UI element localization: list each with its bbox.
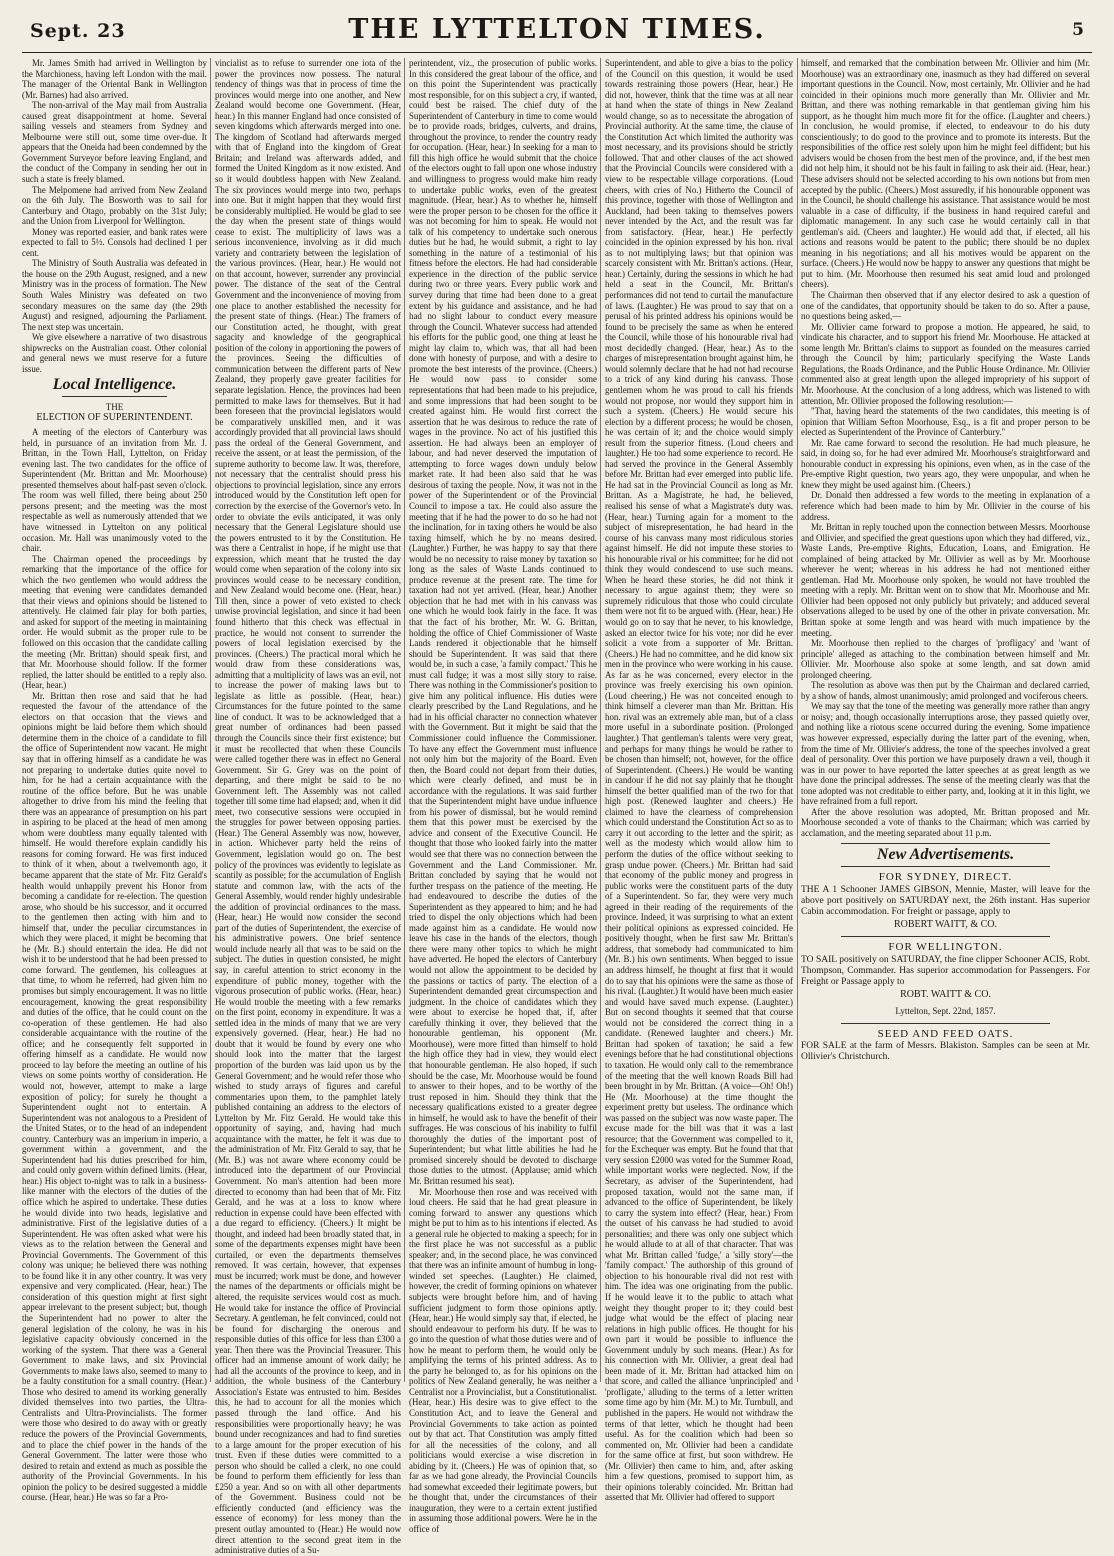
article-paragraph: Mr. Moorhouse then rose and was received with loud cheers. He said that he had great pleasure in coming forward to answer any questions which might be put to him as to his intentions if elected. As a general rule he objected to making a speech; for in the first place he was not successful as a public speaker; and, in the second place, he was convinced that there was an infinite amount of humbug in long-winded set speeches. (Laughter.) He claimed, however, the credit of forming opinions on whatever subjects were brought before him, and of having sufficient judgment to form those opinions aptly. (Hear, hear.) He would simply say that, if elected, he should endeavour to perform his duty. If he was to go into the question of what those duties were and of how he meant to perform them, he would only be amplifying the terms of his printed address. As to the party he belonged to, as for his opinions on the politics of New Zealand generally, he was neither a Centralist nor a Provincialist, but a Constitutionalist. (Hear, hear.) His desire was to give effect to the Constitution Act, and to leave the General and Provincial Governments to take action as pointed out by that act. That Constitution was amply fitted for all the necessities of the colony, and all politicians would exercise a wise discretion in abiding by it. (Cheers.) He was of opinion that, so far as we had gone already, the Provincial Councils had somewhat exceeded their legitimate powers, but he thought that, under the circumstances of their inauguration, they were to a certain extent justified in assuming those additional powers. Were he in the office of [409, 1186, 597, 1535]
ad-heading: FOR SYDNEY, DIRECT. [878, 871, 1013, 884]
news-paragraph: The Ministry of South Australia was defeated in the house on the 29th August, resigned, and a new Ministry was in the process of formation. The New South Wales Ministry was defeated on two secondary measures on the same day (the 29th August) and resigned, adjourning the Parliament. The next step was uncertain. [22, 258, 207, 332]
news-paragraph: The non-arrival of the May mail from Australia caused great disappointment at home. Several sailing vessels and steamers from Sydney and Melbourne were still out, some time over-due. It appears that the Oneida had been condemned by the Government Surveyor before leaving England, and the conduct of the Company in sending her out in such a state is freely blamed. [22, 100, 207, 185]
ad-signature: ROBERT WAITT, & CO. [893, 918, 997, 930]
article-paragraph: Mr. Ollivier came forward to propose a motion. He appeared, he said, to vindicate his character, and to support his friend Mr. Moorhouse. He attacked at some length Mr. Brittan's claims to support as founded on the measures carried through the Council by him; particularly specifying the Waste Lands Regulations, the Roads Ordinance, and the Public House Ordinance. Mr. Ollivier commented also at great length upon the alleged impropriety of his support of Mr. Moorhouse. At the conclusion of a long address, which was listened to with attention, Mr. Ollivier proposed the following resolution:— [801, 321, 1090, 406]
news-paragraph: Mr. James Smith had arrived in Wellington by the Marchioness, having left London with the mail. The manager of the Oriental Bank in Wellington (Mr. Barnes) had also arrived. [22, 58, 207, 100]
section-heading-new-advertisements: New Advertisements. [876, 846, 1015, 864]
column-rule [404, 58, 405, 1382]
advertisement-sydney [801, 872, 1090, 930]
newspaper-title: THE LYTTELTON TIMES. [348, 14, 766, 45]
article-paragraph: Mr. Moorhouse then replied to the charges of 'profligacy' and 'want of principle' alleged as attaching to the combination between himself and Mr. Ollivier. Mr. Moorhouse also spoke at some length, and sat down amid prolonged cheering. [801, 638, 1090, 680]
page-number: 5 [1072, 20, 1084, 40]
advertisement-wellington [801, 942, 1090, 1017]
column-3 [409, 58, 597, 1535]
article-paragraph: After the above resolution was adopted, Mr. Brittan proposed and Mr. Moorhouse seconded a vote of thanks to the Chairman; which was carried by acclamation, and the meeting separated about 11 p.m. [801, 806, 1090, 838]
ad-heading: SEED AND FEED OATS. [877, 1027, 1014, 1040]
article-paragraph: Dr. Donald then addressed a few words to the meeting in explanation of a reference which had been made to him by Mr. Ollivier in the course of his address. [801, 490, 1090, 522]
article-paragraph: vincialist as to refuse to surrender one iota of the power the provinces now possess. The natural tendency of things was that in process of time the provinces would merge into one another, and New Zealand would become one Government. (Hear, hear.) In this manner England had once consisted of seven kingdoms which afterwards merged into one. The kingdom of Scotland had afterwards merged with that of England into the kingdom of Great Britain; and Ireland was afterwards added, and formed the United Kingdom as it now existed. And so it would doubtless happen with New Zealand. The six provinces would merge into two, perhaps into one. But it might happen that they would first be considerably multiplied. He would be glad to see the day when the present state of things would cease to exist. The multiplicity of laws was a serious inconvenience, involving as it did much variety and contrariety between the legislation of the various provinces. (Hear, hear.) He would not on that account, however, surrender any provincial power. The distance of the seat of the Central Government and the inconvenience of moving from one place to another established the necessity for the present state of things. (Hear.) The framers of our Constitution acted, he thought, with great sagacity and knowledge of the geographical position of the colony in apportioning the powers of the provinces. Seeing the difficulties of communication between the different parts of New Zealand, they properly gave greater facilities for separate legislation. Hence, the provinces had been permitted to make laws for themselves. But it had been foreseen that the provincial legislators would be comparatively unskilled men, and it was accordingly provided that all provincial laws should pass the ordeal of the General Government, and receive the assent, or at least the permission, of the supreme authority to become law. It was, therefore, not necessary that the centralist should press his objections to provincial legislation, since any errors introduced would by the Constitution left open for correction by the exercise of the Governor's veto. In order to obviate the evils anticipated, it was only necessary that the General Legislature should use the powers entrusted to it by the Constitution. He was there a Centralist in hope, if he might use that expression, which meant that he trusted the day would come when separation of the colony into six provinces would cease to be necessary condition, and New Zealand would become one. (Hear, hear.) Till then, since a power of veto existed to check unwise provincial legislation, and since it had been found hitherto that this check was effectual in practice, he would not consent to surrender the powers of local legislation exercised by the provinces. (Cheers.) The practical moral which he would draw from these considerations was, admitting that a multiplicity of laws was an evil, not to increase the power of making laws but to legislate as little as possible. (Hear, hear.) Circumstances for the future pointed to the same line of conduct. It was to be acknowledged that a great number of ordinances had been passed through the Councils since their first existence; but it must be recollected that when these Councils were called together there was in effect no General Government. Sir G. Grey was on the point of departing, and there might be said to be no Government left. The Assembly was not called together till some time had elapsed; and, when it did meet, two consecutive sessions were occupied in the struggles for power between opposing parties. (Hear.) The General Assembly was now, however, in action. Whichever party held the reins of Government, legislation would go on. The best policy of the provinces was evidently to legislate as scantily as possible; for the accumulation of English statute and common law, with the acts of the General Assembly, would render highly undesirable the addition of provincial ordinances to the mass. (Hear, hear.) He would now consider the second part of the duties of Superintendent, the exercise of his administrative powers. One brief sentence would include nearly all that was to be said on the subject. The duties in question consisted, he might say, in careful attention to strict economy in the expenditure of public money, together with the vigorous prosecution of public works. (Hear, hear.) He would trouble the meeting with a few remarks on the first point, economy in expenditure. It was a settled idea in the minds of many that we are very expensively governed. (Hear, hear.) He had no doubt that it would be found by every one who should look into the matter that the largest proportion of the burden was laid upon us by the General Government; and he would refer those who wished to study arrays of figures and careful commentaries upon them, to the pamphlet lately published containing an address to the electors of Lyttelton by Mr. Fitz Gerald. He would take this opportunity of saying, and, having had much acquaintance with the matter, he felt it was due to the administration of Mr. Fitz Gerald to say, that he (Mr. B.) was not aware where economy could be introduced into the department of our Provincial Government. No man's attention had been more directed to economy than had been that of Mr. Fitz Gerald, and he was at a loss to know where reduction in expense could have been effected with a due regard to efficiency. (Cheers.) It might be thought, and indeed had been broadly stated that, in some of the departments expenses might have been curtailed, or even the departments themselves removed. It was certain, however, that expenses must be incurred; work must be done, and however the names of the departments or officials might be altered, the requisite services would cost as much. He would take for instance the office of Provincial Secretary. A gentleman, he felt convinced, could not be found for discharging the onerous and responsible duties of this office for less than £300 a year. Then there was the Provincial Treasurer. This officer had an immense amount of work daily; he had all the accounts of the province to keep, and in addition, the whole business of the Canterbury Association's Estate was entrusted to him. Besides this, he had to account for all the monies which passed through the land office. And his responsibilities were proportionally heavy; he was bound under recognizances and had to find sureties to a large amount for the proper execution of his trust. Even if these duties were committed to a person who should be called a clerk, no one could be found to perform them efficiently for less than £250 a year. And so on with all other departments of the Government. Business could not be efficiently conducted (and efficiency was the essence of economy) for less money than the present outlay amounted to (Hear.) He would now direct attention to the second great item in the administrative duties of a Su- [215, 58, 401, 1556]
page-header [22, 12, 1092, 53]
column-1 [22, 58, 207, 1503]
article-paragraph: We may say that the tone of the meeting was generally more rather than angry or noisy; and, though occasionally interruptions arose, they passed quietly over, and nothing like a riotous scene occurred during the evening. Some impatience was however expressed, especially during the latter part of the evening, when, from the time of Mr. Ollivier's address, the tone of the speeches involved a great deal of personality. Over this portion we have purposely drawn a veil, though it was in our power to have reported the latter speeches at as great length as we have done the principal addresses. The sense of the meeting clearly was that the tone adopted was not creditable to either party, and, looking at it in this light, we have refrained from a full report. [801, 701, 1090, 807]
column-rule [600, 58, 601, 1382]
article-title: ELECTION OF SUPERINTENDENT. [36, 411, 193, 423]
article-paragraph: Mr. Rae came forward to second the resolution. He had much pleasure, he said, in doing so, for he had ever admired Mr. Moorhouse's straightforward and honourable conduct in expressing his opinions, even when, as in the case of the Pre-emptive Right question, two years ago, they were unpopular, and when he knew they might be used against him. (Cheers.) [801, 437, 1090, 490]
advertisement-oats [801, 1029, 1090, 1064]
news-paragraph: Money was reported easier, and bank rates were expected to fall to 5½. Consols had declined 1 per cent. [22, 226, 207, 258]
column-2 [215, 58, 401, 1556]
column-5 [801, 58, 1090, 1382]
ad-heading: FOR WELLINGTON. [888, 941, 1003, 954]
ad-date-line: Lyttelton, Sept. 22nd, 1857. [895, 1006, 996, 1017]
ad-body: TO SAIL positively on SATURDAY, the fine clipper Schooner ACIS, Robt. Thompson, Commander. Has superior accommodation for Passengers. For Freight or Passage apply to [801, 954, 1090, 987]
resolution-quote: "That, having heard the statements of the two candidates, this meeting is of opinion that William Sefton Moorhouse, Esq., is a fit and proper person to be elected as Superintendent of the Province of Canterbury." [801, 406, 1090, 438]
ad-body: THE A 1 Schooner JAMES GIBSON, Mennie, Master, will leave for the above port positively on SATURDAY next, the 26th instant. Has superior Cabin accommodation. For freight or passage, apply to [801, 884, 1090, 917]
divider [841, 866, 1050, 867]
divider [62, 396, 167, 397]
news-paragraph: The Melpomene had arrived from New Zealand on the 6th July. The Bosworth was to sail for Canterbury and Otago, probably on the 31st July; and the Union from Liverpool for Wellington. [22, 184, 207, 227]
divider [841, 843, 1050, 844]
article-paragraph: A meeting of the electors of Canterbury was held, in pursuance of an invitation from Mr. J. Brittan, in the Town Hall, Lyttelton, on Friday evening last. The two candidates for the office of Superintendent (Mr. Brittan and Mr. Moorhouse) presented themselves about half-past seven o'clock. The room was well filled, there being about 250 persons present; and the meeting was the most respectable as well as numerously attended that we have witnessed in Lyttelton on any political occasion. Mr. Hall was unanimously voted to the chair. [22, 427, 207, 554]
ad-body: FOR SALE at the farm of Messrs. Blakiston. Samples can be seen at Mr. Ollivier's Christchurch. [801, 1041, 1090, 1063]
divider [841, 1023, 1050, 1024]
article-paragraph: The Chairman then observed that if any elector desired to ask a question of one of the candidates, that opportunity should be taken to do so. After a pause, no questions being asked,— [801, 290, 1090, 322]
article-paragraph: Mr. Brittan then rose and said that he had requested the favour of the attendance of the electors on that occasion that the views and opinions might be laid before them which should determine them in the choice of a candidate to fill the office of Superintendent now vacant. He might say that in offering himself as a candidate he was not preparing to undertake duties quite novel to him, for he had a certain acquaintance with the routine of the office before. But he was unable altogether to drive from his mind the feeling that there was an appearance of presumption on his part in aspiring to be placed at the head of men among whom were doubtless many equally talented with himself. He would therefore explain candidly his reasons for coming forward. He was first induced to think of it when, about a twelvemonth ago, it became apparent that the state of Mr. Fitz Gerald's health would unhappily prevent his Honor from becoming a candidate for re-election. The question arose, who should be his successor, and it occurred to the gentlemen then acting with him and to himself that, under the peculiar circumstances in which they were placed, it might be becoming that he (Mr. B.) should entertain the idea. He did not wish it to be understood that he had been pressed to come forward. The gentlemen, his colleagues at that time, to whom he referred, had given him no promises but simply encouragement. It was no little encouragement, knowing the great responsibility and duties of the office, that he could count on the co-operation of these gentlemen. He had also considerable acquaintance with the routine of the office; and he consequently felt supported in offering himself as a candidate. He would now proceed to lay before the meeting an outline of his views on some points worthy of consideration. He would not, however, attempt to make a large exposition of policy; for surely he thought a Superintendent ought not to entertain. A Superintendent was not analogous to a President of the United States, or to the head of an independent country. Canterbury was an imperium in imperio, a government within a government, and the Superintendent had his duties prescribed for him, and could only govern within defined limits. (Hear, hear.) His object to-night was to talk in a business-like manner with the electors of the duties of the office which he aspired to undertake. These duties he would divide into two heads, legislative and administrative. First of the legislative duties of a Superintendent. He was often asked what were his views as to the relation between the General and Provincial Governments. The Government of this colony was unique; he believed there was nothing to be found like it in any other country. It was very expensive and very complicated. (Hear, hear.) The consideration of this question might at first sight appear irrelevant to the present subject; but, though the Superintendent had no power to alter the general legislation of the colony, he was in his legislative capacity obviously concerned in the working of the system. That there was a General Government to make laws, and six Provincial Governments to make laws also, seemed to many to be a faulty constitution for a small country. (Hear.) Those who desired to amend its working generally divided themselves into two parties, the Ultra-Centralists and Ultra-Provincialists. The former were those who desired to do away with or greatly reduce the powers of the Provincial Governments, and to place the chief power in the hands of the General Government. The latter were those who desired to retain and extend as much as possible the authority of the Provincial Governments. In his opinion the policy to be desired suggested a middle course. (Hear, hear.) He was so far a Pro- [22, 690, 207, 1503]
section-heading-local-intelligence: Local Intelligence. [52, 376, 177, 394]
column-4 [605, 58, 793, 1503]
column-rule [797, 58, 798, 1382]
article-paragraph: Mr. Brittan in reply touched upon the connection between Messrs. Moorhouse and Ollivier, and specified the great questions upon which they had differed, viz., Waste Lands, Pre-emptive Rights, Education, Loans, and Emigration. He complained of being attacked by Mr. Ollivier as well as by Mr. Moorhouse wherever he went; whereas in his address he had not mentioned either gentleman. Had Mr. Moorhouse only spoken, he would not have troubled the meeting with a reply. Mr. Brittan went on to show that Mr. Moorhouse and Mr. Ollivier had been opposed not only publicly but privately; and adduced several observations alleged to be used by one of the other in private conversation. Mr. Brittan spoke at some length and was heard with much impatience by the meeting. [801, 522, 1090, 638]
article-paragraph: The resolution as above was then put by the Chairman and declared carried, by a show of hands, almost unanimously; amid prolonged and vociferous cheers. [801, 680, 1090, 701]
ad-signature: ROBT. WAITT & CO. [900, 988, 991, 1000]
issue-date: Sept. 23 [30, 20, 126, 42]
column-rule [210, 58, 211, 1382]
article-paragraph: himself, and remarked that the combination between Mr. Ollivier and him (Mr. Moorhouse) was an extraordinary one, inasmuch as they had differed on several important questions in the Council. Now, most certainly, Mr. Ollivier and he had coincided in their opinions much more generally than Mr. Ollivier and Mr. Brittan, and there was nothing remarkable in that gentleman giving him his support, as he thought him much more fit for the office. (Laughter and cheers.) In conclusion, he would promise, if elected, to endeavour to do his duty conscientiously; to do good to the province and to promote its interests. But the responsibilities of the office rest solely upon him he might feel diffident; but his advisers would be chosen from the best men of the province, and, if the best men did not help him, it should not be his fault in failing to ask their aid. (Hear, hear.) These advisers should not be selected according to his own notions but from men accepted by the public. (Cheers.) Most assuredly, if his honourable opponent was in the Council, he should challenge his assistance. That assistance would be most valuable in a case of difficulty, if the business in hand required careful and diplomatic management. In any such case he would certainly call in that gentleman's aid. (Cheers and laughter.) He would add that, if elected, all his actions and reasons would be patent to the public; there should be no duplex meaning in his negotiations; and all his motives would be apparent on the surface. (Cheers.) He would now be happy to answer any questions that might be put to him. (Mr. Moorhouse then resumed his seat amid loud and prolonged cheers). [801, 58, 1090, 290]
divider [841, 936, 1050, 937]
article-paragraph: perintendent, viz., the prosecution of public works. In this considered the great labour of the office, and on this point the Superintendent was practically most responsible, for on this subject a cry, if wanted, could best be raised. The chief duty of the Superintendent of Canterbury in time to come would be to provide roads, bridges, culverts, and drains, throughout the province, to render the country ready for occupation. (Hear, hear.) In seeking for a man to fill this high office he would submit that the choice of the electors ought to fall upon one whose industry and willingness to progress would make him ready to undertake public works, even of the greatest magnitude. (Hear, hear.) As to whether he, himself were the proper person to be chosen for the office it was not becoming for him to speak. He would not talk of his competency to undertake such onerous duties but he had, he would submit, a right to lay something in the nature of a testimonial of his fitness before the electors. He had had considerable experience in the direction of the public service during two or three years. Every public work and survey during that time had been done to a great extent by his guidance and assistance, and he had had no slight labour to conduct every measure through the Council. Whatever success had attended his efforts for the public good, one thing at least he might lay claim to, which was, that all had been done with honesty of purpose, and with a desire to promote the best interests of the province. (Cheers.) He would now pass to consider some representations that had been made to his prejudice, and some impressions that had been sought to be created against him. He would first correct the assertion that he was desirous to reduce the rate of wages in the province. No act of his justified this assertion. He had always been an employer of labour, and had never deserved the imputation of attempting to force wages down unduly below market rate. It had been also said that he was desirous of taxing the people. Now, it was not in the power of the Superintendent or of the Provincial Council to impose a tax. He could also assure the meeting that if he had the power to do so he had not the inclination, for in taxing others he would be also taxing himself, which he by no means desired. (Laughter.) Further, he was happy to say that there would be no necessity to raise money by taxation so long as the sales of Waste Lands continued to produce revenue at the present rate. The time for taxation had not yet arrived. (Hear, hear.) Another objection that he had met with in his canvass was one which he would look fairly in the face. It was that the fact of his brother, Mr. W. G. Brittan, holding the office of Chief Commissioner of Waste Lands rendered it objectionable that he himself should be Superintendent. It was said that there would be, in such a case, 'a family compact.' This he must call fudge; it was a most silly story to raise. There was nothing in the Commissioner's position to give him any political influence. His duties were clearly prescribed by the Land Regulations, and he had in his official character no connection whatever with the Government. But it might be said that the Commissioner could influence the Commissioner. To have any effect the Government must influence not only him but the majority of the Board. Even then, the Board could not depart from their duties, which were clearly defined, and must be in accordance with the regulations. It was said further that the Superintendent might have undue influence from his power of dismissal, but he would remind them that this power must be exercised by the advice and consent of the Executive Council. He thought that those who looked fairly into the matter would see that there was no connection between the Government and the Land Commissioner. Mr. Brittan concluded by saying that he would not further trespass on the patience of the meeting. He had endeavoured to describe the duties of the Superintendent as they appeared to him; and he had tried to dispel the only objections which had been made against him as a candidate. He would now leave his case in the hands of the electors, though there were many other topics to which he might have adverted. He hoped the electors of Canterbury would not allow the appointment to be decided by the passions or tactics of party. The election of a Superintendent demanded great circumspection and judgment. In the choice of candidates which they were about to exercise he hoped that, if, after carefully thinking it over, they believed that the honourable gentleman, his opponent (Mr. Moorhouse), were more fitted than himself to hold the high office they had in view, they would elect that honourable gentleman. He also hoped, if such should be the case, Mr. Moorhouse would be found to answer to their hopes, and to be worthy of the trust reposed in him. Should they think that the necessary qualifications existed to a greater degree in himself, he would ask to have the benefit of their suffrages. He was conscious of his inability to fulfil thoroughly the duties of the important post of Superintendent; but what little abilities he had he promised sincerely should be devoted to discharge those duties to the utmost. (Applause; amid which Mr. Brittan resumed his seat). [409, 58, 597, 1186]
news-paragraph: We give elsewhere a narrative of two disastrous shipwrecks on the Australian coast. Other colonial and general news we must reserve for a future issue. [22, 332, 207, 374]
article-paragraph: Superintendent, and able to give a bias to the policy of the Council on this question, it would be used towards restraining those powers (Hear, hear.) He did not, however, think that the time was at all near at hand when the state of things in New Zealand would change, so as to necessitate the abrogation of Provincial authority. At the same time, the clause of the Constitution Act which limited the authority was most necessary, and its provisions should be strictly followed. That and other clauses of the act showed that the Provincial Councils were considered with a view to be respectable village corporations. (Loud cheers, with cries of No.) Hitherto the Council of this province, together with those of Wellington and Auckland, had been taking to themselves powers never intended by the Act, and the result was far from satisfactory. (Hear, hear.) He perfectly coincided in the opinion expressed by his hon. rival as to not multiplying laws; but that opinion was scarcely consistent with Mr. Brittan's actions. (Hear, hear.) Certainly, during the sessions in which he had held a seat in the Council, Mr. Brittan's performances did not tend to curtail the manufacture of laws. (Laughter.) He was proud to say that on a perusal of his printed address his opinions would be found to be precisely the same as when he entered the Council, while those of his honourable rival had most decidedly changed. (Hear, hear.) As to the charges of misrepresentation brought against him, he would solemnly declare that he had not had recourse to a trick of any kind during his canvass. Those gentlemen whom he was proud to call his friends would not propose, nor would they support him in such a system. (Cheers.) He would secure his election by a different process; he would be chosen, he was certain of it; and the choice would simply result from the superior fitness. (Loud cheers and laughter.) He too had some experience to record. He had served the province in the General Assembly before Mr. Brittan had ever emerged into public life. He had sat in the Provincial Council as long as Mr. Brittan. As a Magistrate, he had, he believed, realised his sense of what a Magistrate's duty was. (Hear, hear.) Turning again for a moment to the subject of misrepresentation, he had heard in the course of his canvass many most ridiculous stories against himself. He did not impute these stories to his honourable rival or his committee; for he did not think they would condescend to use such means. When he heard these stories, he did not think it necessary to argue against them; they were so supremely ridiculous that those who could circulate them were not fit to be argued with. (Hear, hear.) He would go on to say that he never, to his knowledge, asked an elector twice for his vote; nor did he ever solicit a vote from a supporter of Mr. Brittan. (Cheers.) He had no committee, and he did know six men in the province who were working in his cause. As far as he was concerned, every elector in the province was freely exercising his own opinion. (Loud cheering.) He was not conceited enough to think himself a cleverer man than Mr. Brittan. His hon. rival was an extremely able man, but of a class more useful in a subordinate position. (Prolonged laughter.) That gentleman's talents were very great, and perhaps for many things he would be rather to be chosen than himself; not, however, for the office of Superintendent. (Cheers.) He would be wanting in candour if he did not say plainly that he thought himself the better qualified man of the two for that high post. (Renewed laughter and cheers.) He claimed to have the clearness of comprehension which could understand the Constitution Act so as to carry it out according to the letter and the spirit; as well as the modesty which would allow him to perform the duties of the office without seeking to grasp undue power. (Cheers.) Mr. Brittan had said that economy of the public money and progress in public works were the constituent parts of the duty of a Superintendent. So far, they were very much agreed in their reading of the requirements of the province. Indeed, it was surprising to what an extent their political opinions as expressed coincided. He positively thought, when he first saw Mr. Brittan's address, that somebody had communicated to him (Mr. B.) his own sentiments. When begged to issue an address himself, he thought at first that it would do to say that his opinions were the same as those of his rival. (Laughter.) It would have been much easier and would have saved much expense. (Laughter.) But on second thoughts it seemed that that course would not be considered the correct thing in a candidate. (Renewed laughter and cheers.) Mr. Brittan had spoken of taxation; he said a few evenings before that he had constitutional objections to taxation. He would only call to the remembrance of the meeting that the well known Roads Bill had been brought in by Mr. Brittan. (A voice—Oh! Oh!) He (Mr. Moorhouse) at the time thought the experiment pretty but useless. The ordinance which was passed on the subject was now waste paper. The excuse made for the bill was that it was a last resource; that the Government was compelled to it, for the Exchequer was empty. But he found that that very session £2000 was voted for the Summer Road, while important works were neglected. Now, if the Secretary, as adviser of the Superintendent, had proposed taxation, would not the same man, if advanced to the office of Superintendent, be likely to carry the system into effect? (Hear, hear.) From the outset of his canvass he had studied to avoid personalities; and there was only one subject which he would allude to at all of that character. That was what Mr. Brittan called 'fudge,' a 'silly story'—the 'family compact.' The authorship of this ground of objection to his honourable rival did not rest with him. The idea was one originating from the public. If he would leave it to the public to attach what weight they thought proper to it; they could best judge what would be the effect of placing near relations in high public offices. He thought for his own part it would be possible to influence the Government unduly by such means. (Hear.) As for his connection with Mr. Ollivier, a great deal had been made of it. Mr. Brittan had attacked him on that score, and called the alliance 'unprincipled' and 'profligate,' alluding to the terms of a letter written some time ago by him (Mr. M.) to Mr. Turnbull, and published in the papers. He would not withdraw the terms of that letter, which he thought had been useful. As for the coalition which had been so commented on, Mr. Ollivier had been a candidate for the same office at first, but soon withdrew. He (Mr. Ollivier) then came to him, and, after asking him a few questions, promised to support him, as their opinions tolerably coincided. Mr. Brittan had asserted that Mr. Ollivier had offered to support [605, 58, 793, 1503]
article-paragraph: The Chairman opened the proceedings by remarking that the importance of the office for which the two gentlemen who would address the meeting that evening were candidates demanded that their views and opinions should be listened to attentively. He claimed fair play for both parties, and asked for support of the meeting in maintaining order. He would submit as the proper rule to be followed on this occasion that the candidate calling the meeting (Mr. Brittan) should speak first, and that Mr. Moorhouse should follow. If the former replied, the latter should be entitled to a reply also. (Hear, hear.) [22, 553, 207, 691]
article-kicker: THE [105, 401, 124, 412]
